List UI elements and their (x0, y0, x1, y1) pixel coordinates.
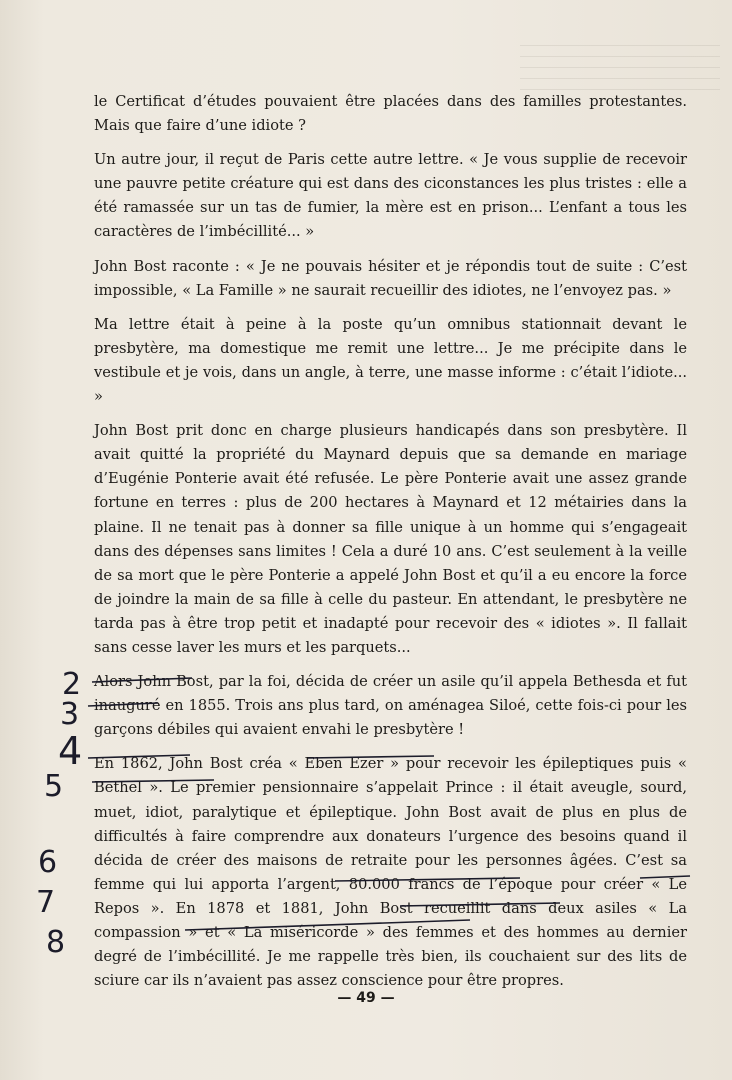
margin-note-7: 7 (36, 885, 56, 920)
paragraph-6: Alors John Bost, par la foi, décida de créer un asile qu’il appela Bethesda et fut inauguré en 1855. Trois ans plus tard, on aménagea Siloé, cette fois-ci pour les garçons débiles qui avaient envahi le presbytère ! (94, 673, 687, 739)
paragraph-7: En 1862, John Bost créa « Eben Ezer » pour recevoir les épileptiques puis « Bethel ». Le premier pensionnaire s’appelait Prince : il était aveugle, sourd, muet, idiot, paralytique et épileptique. John Bost avait de plus en plus de difficultés à faire comprendre aux donateurs l’urgence des besoins quand il décida de créer des maisons de retraite pour les personnes âgées. C’est sa femme qui lui apporta l’argent, 80.000 francs de l’époque pour créer « Le Repos ». En 1878 et 1881, John Bost recueillit dans deux asiles « La compassion » et « La miséricorde » des femmes et des hommes au dernier degré de l’imbécillité. Je me rappelle très bien, ils couchaient sur des lits de sciure car ils n’avaient pas assez conscience pour être propres. (94, 755, 687, 990)
paragraph-3: John Bost raconte : « Je ne pouvais hésiter et je répondis tout de suite : C’est impossible, « La Famille » ne saurait recueillir des idiotes, ne l’envoyez pas. » (94, 257, 687, 299)
margin-note-5: 5 (44, 769, 64, 804)
margin-note-4: 4 (58, 729, 83, 773)
paragraph-2: Un autre jour, il reçut de Paris cette autre lettre. « Je vous supplie de recevoir une pauvre petite créature qui est dans des ciconstances les plus tristes : elle a été ramassée sur un tas de fumier, la mère est en prison... L’enfant a tous les caractères de l’imbécillité... » (94, 151, 687, 241)
margin-note-3: 3 (60, 697, 80, 732)
paragraph-4: Ma lettre était à peine à la poste qu’un omnibus stationnait devant le presbytère, ma domestique me remit une lettre... Je me précipite dans le vestibule et je vois, dans un angle, à terre, une masse informe : c’était l’idiote... » (94, 315, 687, 406)
margin-note-2: 2 (62, 667, 82, 702)
paragraph-1: le Certificat d’études pouvaient être placées dans des familles protestantes. Mais que faire d’une idiote ? (94, 93, 687, 135)
body-text (94, 90, 687, 1003)
margin-note-6: 6 (38, 845, 58, 880)
paragraph-5: John Bost prit donc en charge plusieurs handicapés dans son presbytère. Il avait quitté la propriété du Maynard depuis que sa demande en mariage d’Eugénie Ponterie avait été refusée. Le père Ponterie avait une assez grande fortune en terres : plus de 200 hectares à Maynard et 12 métairies dans la plaine. Il ne tenait pas à donner sa fille unique à un homme qui s’engageait dans des dépenses sans limites ! Cela a duré 10 ans. C’est seulement à la veille de sa mort que le père Ponterie a appelé John Bost et qu’il a eu encore la force de joindre la main de sa fille à celle du pasteur. En attendant, le presbytère ne tarda pas à être trop petit et inadapté pour recevoir des « idiotes ». Il fallait sans cesse laver les murs et les parquets... (94, 422, 687, 656)
page-number: — 49 — (337, 990, 395, 1006)
margin-note-8: 8 (46, 925, 66, 960)
